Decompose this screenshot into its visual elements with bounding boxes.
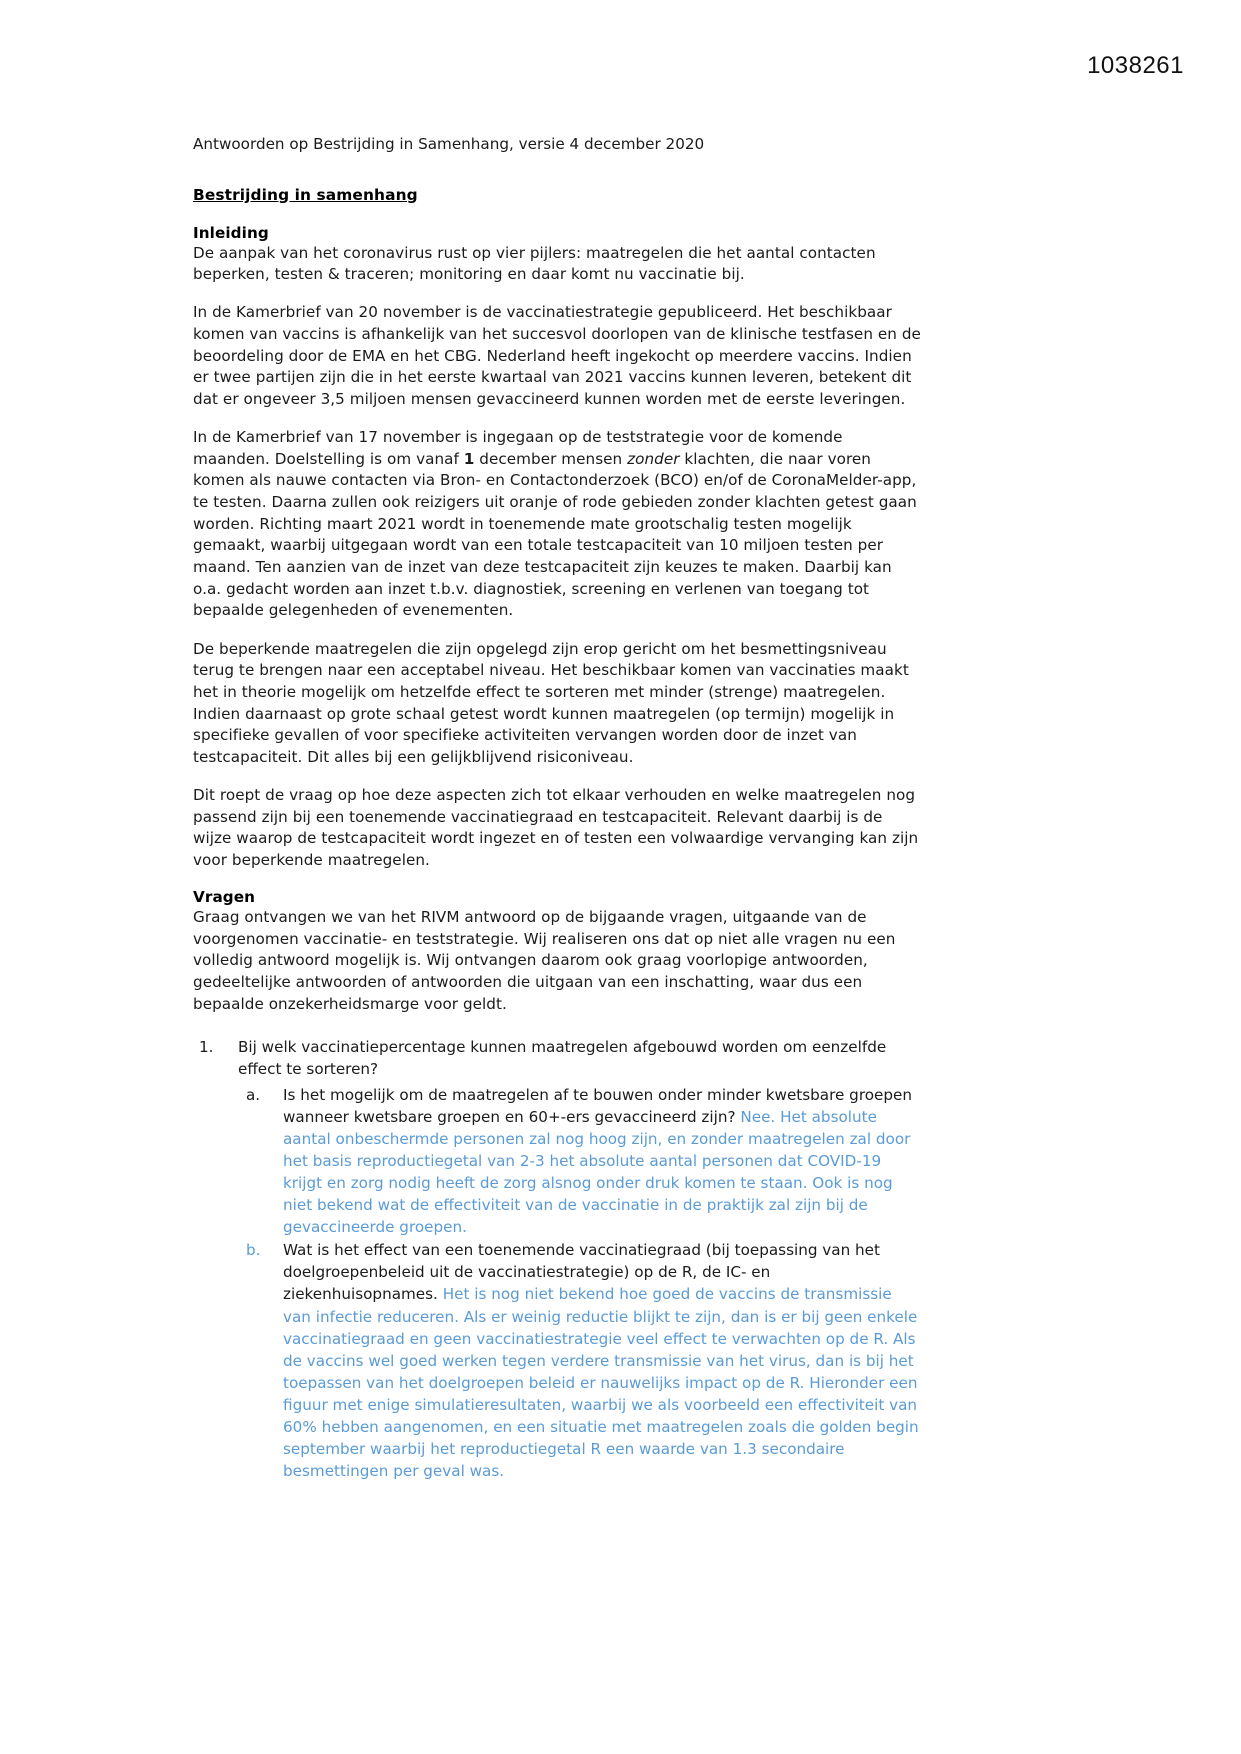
subquestion-text-a: Is het mogelijk om de maatregelen af te bouwen onder minder kwetsbare groepen wanneer kwetsbare groepen en 60+-ers gevaccineerd zijn? <box>283 1086 912 1127</box>
document-meta-line: Antwoorden op Bestrijding in Samenhang, versie 4 december 2020 <box>193 135 705 153</box>
heading-vragen: Vragen <box>193 888 256 907</box>
document-reference-number: 1038261 <box>1087 52 1184 79</box>
subquestion-item-b <box>238 1239 921 1481</box>
paragraph-intro-3-part1: In de Kamerbrief van 17 november is ingegaan op de teststrategie voor de komende maanden. Doelstelling is om vanaf <box>193 428 843 468</box>
heading-inleiding: Inleiding <box>193 223 269 242</box>
subquestions-list-1 <box>238 1084 921 1482</box>
paragraph-intro-2: In de Kamerbrief van 20 november is de vaccinatiestrategie gepubliceerd. Het beschikbaar komen van vaccins is afhankelijk van het succesvol doorlopen van de klinische testfasen en de beoordeling door de EMA en het CBG. Nederland heeft ingekocht op meerdere vaccins. Indien er twee partijen zijn die in het eerste kwartaal van 2021 vaccins kunnen leveren, betekent dit dat er ongeveer 3,5 miljoen mensen gevaccineerd kunnen worden met de eerste leveringen. <box>193 303 921 409</box>
paragraph-intro-3-bold-date: 1 <box>463 449 475 468</box>
document-title: Bestrijding in samenhang <box>193 185 418 204</box>
subquestion-marker-a: a. <box>246 1086 261 1105</box>
answer-text-a: Nee. Het absolute aantal onbeschermde personen zal nog hoog zijn, en zonder maatregelen zal door het basis reproductiegetal van 2-3 het absolute aantal personen dat COVID-19 krijgt en zorg nodig heeft de zorg alsnog onder druk komen te staan. Ook is nog niet bekend wat de effectiviteit van de vaccinatie in de praktijk zal zijn bij de gevaccineerde groepen. <box>283 1108 911 1237</box>
paragraph-intro-4: De beperkende maatregelen die zijn opgelegd zijn erop gericht om het besmettingsniveau terug te brengen naar een acceptabel niveau. Het beschikbaar komen van vaccinaties maakt het in theorie mogelijk om hetzelfde effect te sorteren met minder (strenge) maatregelen. Indien daarnaast op grote schaal getest wordt kunnen maatregelen (op termijn) mogelijk in specifieke gevallen of voor specifieke activiteiten vervangen worden door de inzet van testcapaciteit. Dit alles bij een gelijkblijvend risiconiveau. <box>193 639 909 766</box>
paragraph-intro-3 <box>193 427 921 622</box>
paragraph-vragen-intro: Graag ontvangen we van het RIVM antwoord op de bijgaande vragen, uitgaande van de voorgenomen vaccinatie- en teststrategie. Wij realiseren ons dat op niet alle vragen nu een volledig antwoord mogelijk is. Wij ontvangen daarom ook graag voorlopige antwoorden, gedeeltelijke antwoorden of antwoorden die uitgaan van een inschatting, waar dus een bepaalde onzekerheidsmarge voor geldt. <box>193 908 896 1013</box>
question-number-1: 1. <box>199 1038 214 1057</box>
paragraph-intro-5: Dit roept de vraag op hoe deze aspecten zich tot elkaar verhouden en welke maatregelen nog passend zijn bij een toenemende vaccinatiegraad en testcapaciteit. Relevant daarbij is de wijze waarop de testcapaciteit wordt ingezet en of testen een volwaardige vervanging kan zijn voor beperkende maatregelen. <box>193 786 919 869</box>
document-body <box>193 134 921 1484</box>
answer-text-b: Het is nog niet bekend hoe goed de vaccins de transmissie van infectie reduceren. Als er weinig reductie blijkt te zijn, dan is er bij geen enkele vaccinatiegraad en geen vaccinatiestrategie veel effect te verwachten op de R. Als de vaccins wel goed werken tegen verdere transmissie van het virus, dan is bij het toepassen van het doelgroepen beleid er nauwelijks impact op de R. Hieronder een figuur met enige simulatieresultaten, waarbij we als voorbeeld een effectiviteit van 60% hebben aangenomen, en een situatie met maatregelen zoals die golden begin september waarbij het reproductiegetal R een waarde van 1.3 secondaire besmettingen per geval was. <box>283 1285 919 1480</box>
question-text-1: Bij welk vaccinatiepercentage kunnen maatregelen afgebouwd worden om eenzelfde effect te sorteren? <box>238 1038 887 1079</box>
paragraph-intro-1: De aanpak van het coronavirus rust op vier pijlers: maatregelen die het aantal contacten beperken, testen & traceren; monitoring en daar komt nu vaccinatie bij. <box>193 243 876 284</box>
subquestion-item-a <box>238 1084 921 1238</box>
paragraph-intro-3-part3: klachten, die naar voren komen als nauwe contacten via Bron- en Contactonderzoek (BCO) en/of de CoronaMelder-app, te testen. Daarna zullen ook reizigers uit oranje of rode gebieden zonder klachten getest gaan worden. Richting maart 2021 wordt in toenemende mate grootschalig testen mogelijk gemaakt, waarbij uitgegaan wordt van een totale testcapaciteit van 10 miljoen testen per maand. Ten aanzien van de inzet van deze testcapaciteit zijn keuzes te maken. Daarbij kan o.a. gedacht worden aan inzet t.b.v. diagnostiek, screening en verlenen van toegang tot bepaalde gelegenheden of evenementen. <box>193 449 917 620</box>
subquestion-marker-b: b. <box>246 1241 261 1260</box>
subquestion-text-b: Wat is het effect van een toenemende vaccinatiegraad (bij toepassing van het doelgroepenbeleid uit de vaccinatiestrategie) op de R, de IC- en ziekenhuisopnames. <box>283 1241 880 1304</box>
paragraph-intro-3-italic-zonder: zonder <box>627 449 680 468</box>
questions-list <box>193 1037 921 1481</box>
question-item-1 <box>193 1037 921 1481</box>
paragraph-intro-3-part2: december mensen <box>474 449 628 468</box>
